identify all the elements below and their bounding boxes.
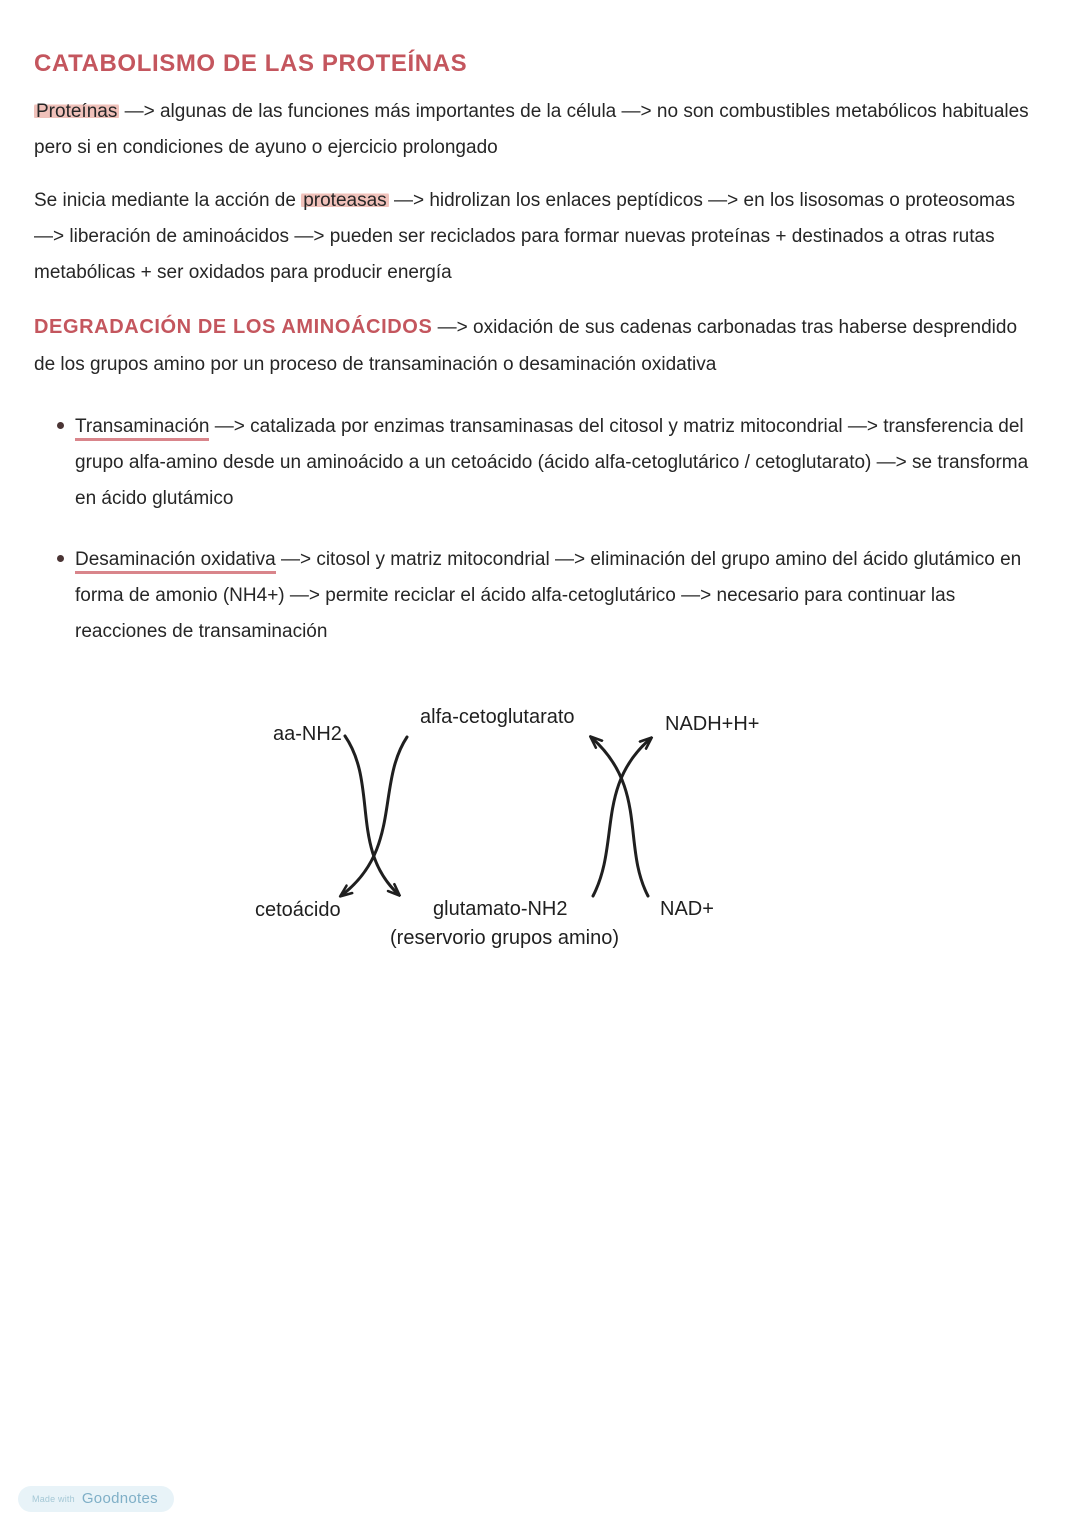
arrow-aa-to-glutamato (345, 736, 398, 894)
goodnotes-badge (18, 1486, 174, 1512)
label-glutamato: glutamato-NH2 (433, 898, 568, 921)
section-intro-text: —> oxidación de sus cadenas carbonadas tras haberse desprendido de los grupos amino por un proceso de transaminación o desaminación oxidativa (34, 317, 1018, 375)
label-glutamato-note: (reservorio grupos amino) (390, 927, 619, 950)
highlighted-term-proteinas: Proteínas (36, 101, 118, 122)
list-item-transaminacion (34, 409, 1046, 517)
intro-paragraph-2 (34, 183, 1038, 291)
bullet-list (34, 409, 1046, 651)
list-item-desaminacion (34, 542, 1046, 650)
label-cetoacido: cetoácido (255, 899, 341, 922)
underlined-term: Transaminación (75, 416, 209, 441)
arrow-nad-to-nadh (592, 738, 648, 896)
page-title: CATABOLISMO DE LAS PROTEÍNAS (34, 50, 468, 77)
label-aa-nh2: aa-NH2 (273, 723, 342, 746)
label-nad: NAD+ (660, 898, 714, 921)
arrow-cetoglutarato-to-cetoacido (342, 737, 407, 895)
made-with-label: Made with (32, 1493, 75, 1504)
list-item-text: —> citosol y matriz mitocondrial —> eliminación del grupo amino del ácido glutámico en forma de amonio (NH4+) —> permite reciclar el ácido alfa-cetoglutárico —> necesario para continuar las reacciones de transaminación (75, 548, 1022, 643)
transamination-diagram (230, 694, 790, 964)
paragraph-1-text: —> algunas de las funciones más importantes de la célula —> no son combustibles metabólicos habituales pero si en condiciones de ayuno o ejercicio prolongado (34, 101, 1029, 159)
underlined-term: Desaminación oxidativa (75, 549, 276, 574)
paragraph-2-lead: Se inicia mediante la acción de (34, 190, 302, 212)
label-nadh: NADH+H+ (665, 713, 760, 736)
paragraph-2-text: —> hidrolizan los enlaces peptídicos —> en los lisosomas o proteosomas —> liberación de aminoácidos —> pueden ser reciclados para formar nuevas proteínas + destinados a otras rutas metabólicas + ser oxidados para producir energía (34, 190, 1015, 284)
highlighted-term-proteasas: proteasas (303, 190, 387, 212)
list-item-text: —> catalizada por enzimas transaminasas del citosol y matriz mitocondrial —> transferencia del grupo alfa-amino desde un aminoácido a un cetoácido (ácido alfa-cetoglutárico / cetoglutarato) —> se transforma en ácido glutámico (75, 415, 1029, 509)
label-alfa-cetoglutarato: alfa-cetoglutarato (420, 706, 575, 729)
degradacion-section (34, 308, 1038, 382)
arrow-glutamato-to-cetoglutarato (593, 739, 650, 896)
bullet-icon (57, 422, 64, 429)
intro-paragraph-1 (34, 94, 1038, 166)
section-heading: DEGRADACIÓN DE LOS AMINOÁCIDOS (34, 316, 433, 339)
goodnotes-logo: Goodnotes (81, 1490, 158, 1507)
bullet-icon (57, 555, 64, 562)
